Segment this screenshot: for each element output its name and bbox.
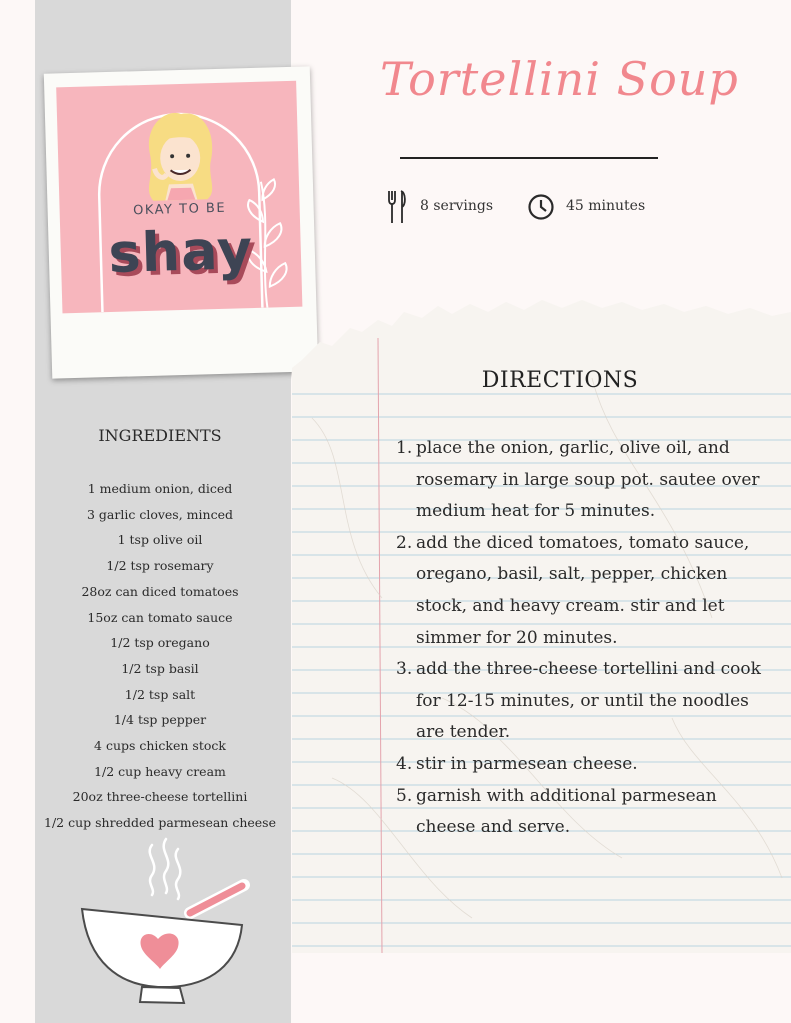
ingredient-item: 3 garlic cloves, minced bbox=[87, 506, 233, 522]
time-text: 45 minutes bbox=[566, 198, 646, 214]
ingredient-item: 1/2 tsp rosemary bbox=[106, 558, 214, 574]
ingredient-item: 1/4 tsp pepper bbox=[113, 712, 207, 728]
recipe-title: Tortellini Soup bbox=[380, 52, 739, 106]
ingredient-item: 28oz can diced tomatoes bbox=[81, 583, 239, 599]
ingredient-item: 1/2 cup heavy cream bbox=[94, 763, 226, 779]
direction-step bbox=[396, 433, 766, 528]
clock-icon bbox=[527, 193, 555, 221]
ingredient-item: 20oz three-cheese tortellini bbox=[72, 789, 248, 805]
ingredient-item: 1/2 tsp oregano bbox=[110, 635, 210, 651]
servings-text: 8 servings bbox=[420, 198, 494, 214]
direction-step bbox=[396, 528, 766, 654]
ingredient-item: 1/2 tsp salt bbox=[124, 686, 196, 702]
ingredients-list bbox=[35, 476, 285, 836]
logo-name: shay bbox=[107, 218, 254, 286]
ingredient-item: 1/2 tsp basil bbox=[121, 660, 199, 676]
directions-list bbox=[396, 433, 766, 844]
ingredient-item: 1 tsp olive oil bbox=[117, 532, 203, 548]
title-divider bbox=[400, 157, 658, 159]
ingredient-item: 1 medium onion, diced bbox=[87, 481, 233, 496]
logo-tagline: OKAY TO BE bbox=[132, 200, 227, 219]
direction-step bbox=[396, 781, 766, 844]
step-text: place the onion, garlic, olive oil, and rosemary in large soup pot. sautee over medium heat for 5 minutes. bbox=[416, 438, 760, 522]
step-number: 1. bbox=[396, 438, 413, 458]
step-number: 5. bbox=[396, 785, 413, 806]
step-number: 2. bbox=[396, 532, 413, 553]
step-number: 3. bbox=[396, 659, 413, 680]
ingredients-heading: INGREDIENTS bbox=[98, 426, 222, 445]
step-text: garnish with additional parmesean cheese and serve. bbox=[416, 785, 717, 838]
logo-photo bbox=[56, 81, 302, 314]
step-text: add the three-cheese tortellini and cook for 12-15 minutes, or until the noodles are tender. bbox=[416, 659, 761, 743]
direction-step bbox=[396, 749, 766, 781]
heart-bowl-icon bbox=[70, 835, 255, 1015]
ingredient-item: 1/2 cup shredded parmesean cheese bbox=[44, 815, 276, 831]
step-number: 4. bbox=[396, 753, 413, 774]
direction-step bbox=[396, 654, 766, 749]
woman-avatar-icon bbox=[147, 112, 214, 201]
step-text: stir in parmesean cheese. bbox=[416, 753, 638, 774]
logo-polaroid bbox=[44, 66, 318, 378]
fork-knife-icon bbox=[386, 189, 408, 225]
directions-heading: DIRECTIONS bbox=[481, 368, 639, 393]
step-text: add the diced tomatoes, tomato sauce, oregano, basil, salt, pepper, chicken stock, and heavy cream. stir and let simmer for 20 minutes. bbox=[416, 532, 750, 648]
ingredient-item: 15oz can tomato sauce bbox=[87, 609, 233, 625]
ingredient-item: 4 cups chicken stock bbox=[94, 738, 226, 754]
